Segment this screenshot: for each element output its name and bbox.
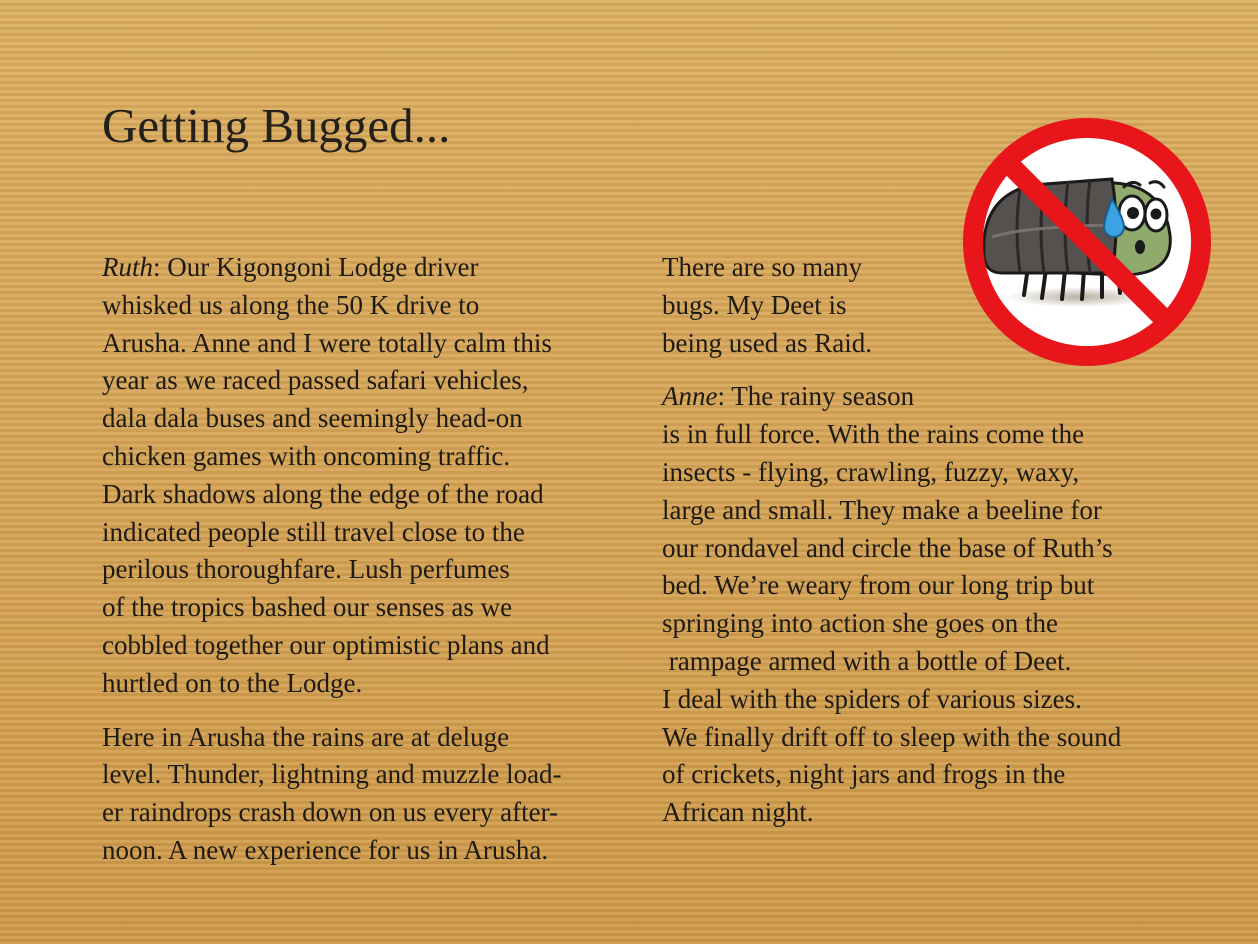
text-line: African night.: [662, 797, 814, 828]
text-line: er raindrops crash down on us every after-: [102, 797, 559, 828]
text-line: I deal with the spiders of various sizes.: [662, 683, 1082, 714]
left-column: [102, 249, 642, 886]
text-line: of crickets, night jars and frogs in the: [662, 759, 1066, 790]
text-line: hurtled on to the Lodge.: [102, 667, 363, 698]
text-line: We finally drift off to sleep with the sound: [662, 721, 1122, 752]
text-line: insects - flying, crawling, fuzzy, waxy,: [662, 456, 1080, 487]
text-line: dala dala buses and seemingly head-on: [102, 403, 523, 434]
text-line: level. Thunder, lightning and muzzle load-: [102, 759, 562, 790]
text-line: Here in Arusha the rains are at deluge: [102, 721, 510, 752]
text-line: bugs. My Deet is: [662, 289, 847, 320]
text-line: Arusha. Anne and I were totally calm this: [102, 327, 552, 358]
text-line: [662, 378, 1222, 416]
speaker-ruth: Ruth: [102, 252, 153, 282]
text-line: rampage armed with a bottle of Deet.: [662, 645, 1072, 676]
text-line: [102, 249, 642, 287]
paragraph-anne: [662, 378, 1222, 832]
text-line: large and small. They make a beeline for: [662, 494, 1102, 525]
text-line-rest: : The rainy season: [717, 381, 915, 412]
page-title: Getting Bugged...: [102, 98, 451, 153]
no-bugs-graphic: [962, 117, 1212, 367]
paragraph-ruth: [102, 249, 642, 703]
text-line: year as we raced passed safari vehicles,: [102, 365, 529, 396]
text-line: is in full force. With the rains come the: [662, 419, 1085, 450]
bug-mouth: [1135, 240, 1145, 254]
no-bugs-icon: [962, 117, 1212, 367]
text-line: being used as Raid.: [662, 327, 872, 358]
text-line: indicated people still travel close to the: [102, 516, 525, 547]
paragraph-arusha: [102, 719, 642, 870]
text-line: cobbled together our optimistic plans and: [102, 629, 550, 660]
text-line: chicken games with oncoming traffic.: [102, 440, 511, 471]
text-line: Dark shadows along the edge of the road: [102, 478, 544, 509]
text-line: There are so many: [662, 252, 863, 282]
text-line-rest: : Our Kigongoni Lodge driver: [153, 252, 479, 282]
text-line: of the tropics bashed our senses as we: [102, 592, 513, 623]
text-line: noon. A new experience for us in Arusha.: [102, 834, 549, 865]
text-line: bed. We’re weary from our long trip but: [662, 570, 1095, 601]
speaker-anne: Anne: [662, 381, 718, 412]
text-line: our rondavel and circle the base of Ruth’s: [662, 532, 1113, 563]
text-line: springing into action she goes on the: [662, 608, 1058, 639]
text-line: whisked us along the 50 K drive to: [102, 289, 480, 320]
text-line: perilous thoroughfare. Lush perfumes: [102, 554, 510, 585]
